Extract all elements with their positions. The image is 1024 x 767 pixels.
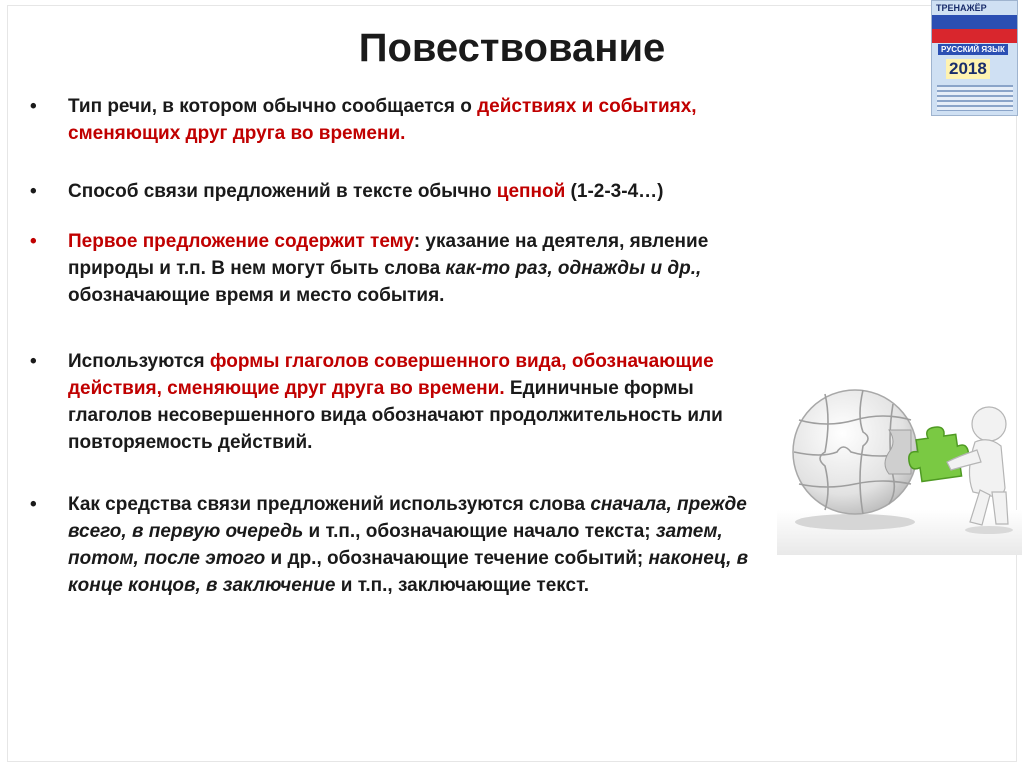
slide-title: Повествование [358, 26, 666, 70]
bullet-list [30, 93, 770, 599]
bullet-italic: наконец, в конце концов, в заключение [68, 548, 749, 596]
book-subject-label: РУССКИЙ ЯЗЫК [938, 44, 1008, 55]
sphere-shadow [795, 514, 915, 530]
bullet-item [30, 348, 770, 456]
bullet-text: и т.п., заключающие текст. [335, 575, 590, 596]
book-year-label: 2018 [946, 59, 990, 79]
bullet-item [30, 491, 770, 599]
bullet-highlight: Первое предложение содержит тему [68, 231, 414, 252]
book-band-red [932, 29, 1017, 43]
bullet-italic: как-то раз, однажды и др., [445, 258, 702, 279]
book-band-blue [932, 15, 1017, 29]
puzzle-figure-illustration [777, 380, 1022, 555]
white-figure [947, 407, 1008, 525]
bullet-text: Используются [68, 351, 210, 372]
bullet-highlight: цепной [496, 181, 566, 202]
bullet-text: : указание на деятеля, явление природы и т.п. В нем могут быть слова [68, 231, 709, 279]
bullet-item [30, 178, 770, 205]
bullet-text: и др., обозначающие течение событий; [265, 548, 649, 569]
bullet-marker: • [30, 494, 37, 515]
exam-book-cover-image [931, 0, 1018, 116]
bullet-item [30, 228, 770, 309]
bullet-highlight: формы глаголов совершенного вида, обозначающие действия, сменяющие друг друга во времени. [68, 351, 714, 399]
bullet-item [30, 93, 770, 147]
bullet-highlight: действиях и событиях, сменяющих друг друга во времени. [68, 96, 697, 144]
bullet-marker: • [30, 96, 37, 117]
bullet-text: Как средства связи предложений используются слова [68, 494, 591, 515]
bullet-text: и т.п., обозначающие начало текста; [303, 521, 656, 542]
bullet-text: Способ связи предложений в тексте обычно [68, 181, 497, 202]
bullet-marker: • [30, 351, 37, 372]
bullet-italic: затем, потом, после этого [68, 521, 723, 569]
bullet-text: Единичные формы глаголов несовершенного вида обозначают продолжительность или повторяемость действий. [68, 378, 723, 453]
bullet-text: Тип речи, в котором обычно сообщается о [68, 96, 478, 117]
figure-shadow [965, 526, 1013, 534]
puzzle-piece-green [905, 423, 972, 483]
bullet-text: (1-2-3-4…) [565, 181, 664, 202]
book-series-label: ТРЕНАЖЁР [936, 3, 987, 13]
bullet-text: обозначающие время и место события. [68, 285, 445, 306]
bullet-marker: • [30, 181, 37, 202]
book-fine-print [937, 85, 1013, 111]
bullet-italic: сначала, прежде всего, в первую очередь [68, 494, 747, 542]
bullet-marker: • [30, 231, 37, 252]
